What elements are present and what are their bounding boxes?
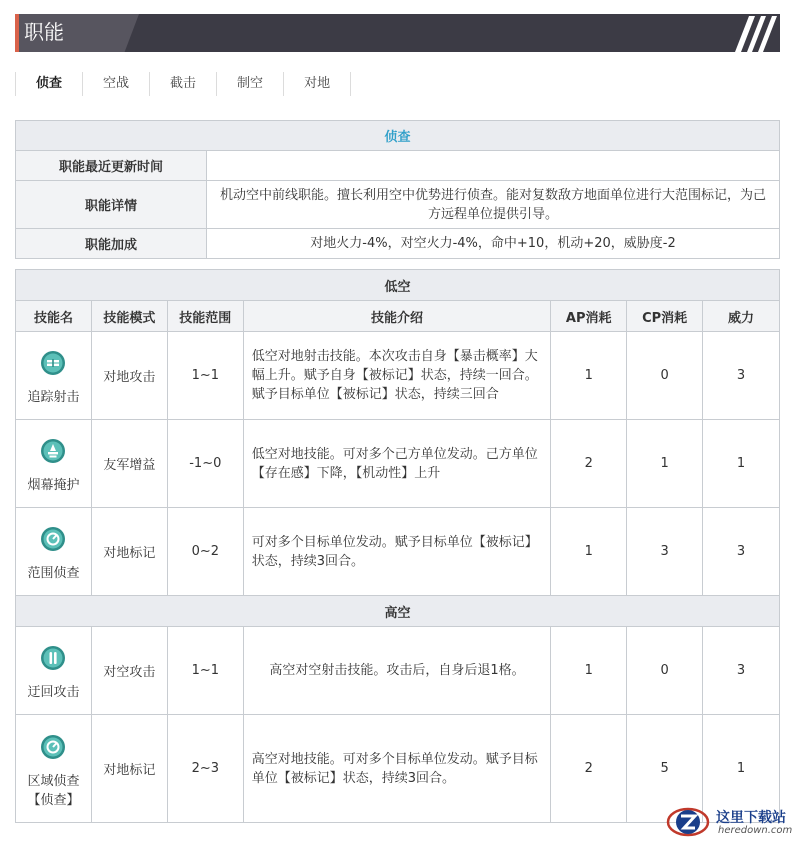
skills-table [15, 269, 780, 823]
skill-power: 3 [703, 627, 780, 715]
skill-power: 1 [703, 420, 780, 508]
col-header-desc: 技能介绍 [243, 301, 551, 332]
decorative-stripes-icon [735, 16, 780, 52]
watermark-url: heredown.com [718, 825, 793, 836]
skill-mode: 对空攻击 [91, 627, 167, 715]
skill-name: 追踪射击 [27, 390, 80, 405]
site-logo-icon [664, 803, 712, 841]
col-header-name: 技能名 [16, 301, 92, 332]
watermark-title: 这里下载站 [716, 810, 786, 826]
twin-vertical-icon [40, 645, 66, 671]
info-value-updated [207, 151, 780, 181]
skill-ap: 2 [551, 715, 627, 823]
tab-air-combat[interactable]: 空战 [83, 72, 150, 96]
skill-name: 烟幕掩护 [27, 478, 80, 493]
skill-cp: 3 [627, 508, 703, 596]
col-header-cp: CP消耗 [627, 301, 703, 332]
skill-power: 1 [703, 715, 780, 823]
info-value-detail: 机动空中前线职能。擅长利用空中优势进行侦查。能对复数敌方地面单位进行大范围标记，为己方远程单位提供引导。 [207, 181, 780, 229]
radar-icon [40, 734, 66, 760]
skill-desc: 高空对空射击技能。攻击后，自身后退1格。 [243, 627, 551, 715]
skill-cp: 0 [627, 627, 703, 715]
skill-mode: 对地攻击 [91, 332, 167, 420]
table-row [16, 332, 780, 420]
watermark [664, 803, 796, 842]
table-row [16, 508, 780, 596]
skill-cp: 1 [627, 420, 703, 508]
info-table-title: 侦查 [16, 121, 780, 151]
skill-range: -1~0 [167, 420, 243, 508]
skill-power: 3 [703, 332, 780, 420]
skill-range: 0~2 [167, 508, 243, 596]
skill-mode: 对地标记 [91, 508, 167, 596]
skill-desc: 可对多个目标单位发动。赋予目标单位【被标记】状态，持续3回合。 [243, 508, 551, 596]
col-header-ap: AP消耗 [551, 301, 627, 332]
col-header-mode: 技能模式 [91, 301, 167, 332]
skill-ap: 2 [551, 420, 627, 508]
skill-cp: 5 [627, 715, 703, 823]
skill-name: 范围侦查 [27, 566, 80, 581]
role-tabs [15, 72, 351, 96]
skill-mode: 对地标记 [91, 715, 167, 823]
tab-air-superiority[interactable]: 制空 [217, 72, 284, 96]
section-title-low: 低空 [16, 270, 780, 301]
smoke-icon [40, 438, 66, 464]
tab-intercept[interactable]: 截击 [150, 72, 217, 96]
info-label-bonus: 职能加成 [16, 229, 207, 259]
skill-name: 区域侦查【侦查】 [27, 773, 80, 808]
tab-ground-attack[interactable]: 对地 [284, 72, 351, 96]
radar-icon [40, 526, 66, 552]
skill-name: 迂回攻击 [27, 685, 80, 700]
page-title: 职能 [24, 20, 64, 44]
header-accent-bar [15, 14, 19, 52]
role-info-table [15, 120, 780, 259]
col-header-power: 威力 [703, 301, 780, 332]
skill-range: 1~1 [167, 627, 243, 715]
info-label-updated: 职能最近更新时间 [16, 151, 207, 181]
skill-power: 3 [703, 508, 780, 596]
table-row [16, 420, 780, 508]
skill-ap: 1 [551, 332, 627, 420]
skill-cp: 0 [627, 332, 703, 420]
section-title-high: 高空 [16, 596, 780, 627]
skill-desc: 高空对地技能。可对多个目标单位发动。赋予目标单位【被标记】状态，持续3回合。 [243, 715, 551, 823]
info-value-bonus: 对地火力-4%，对空火力-4%，命中+10，机动+20，威胁度-2 [207, 229, 780, 259]
table-row [16, 627, 780, 715]
skill-desc: 低空对地射击技能。本次攻击自身【暴击概率】大幅上升。赋予自身【被标记】状态，持续一回合。赋予目标单位【被标记】状态，持续三回合 [243, 332, 551, 420]
tab-recon[interactable]: 侦查 [15, 72, 83, 96]
info-label-detail: 职能详情 [16, 181, 207, 229]
col-header-range: 技能范围 [167, 301, 243, 332]
skill-desc: 低空对地技能。可对多个己方单位发动。己方单位【存在感】下降，【机动性】上升 [243, 420, 551, 508]
skill-ap: 1 [551, 627, 627, 715]
skill-range: 1~1 [167, 332, 243, 420]
skill-range: 2~3 [167, 715, 243, 823]
skill-ap: 1 [551, 508, 627, 596]
skill-mode: 友军增益 [91, 420, 167, 508]
twin-bar-icon [40, 350, 66, 376]
